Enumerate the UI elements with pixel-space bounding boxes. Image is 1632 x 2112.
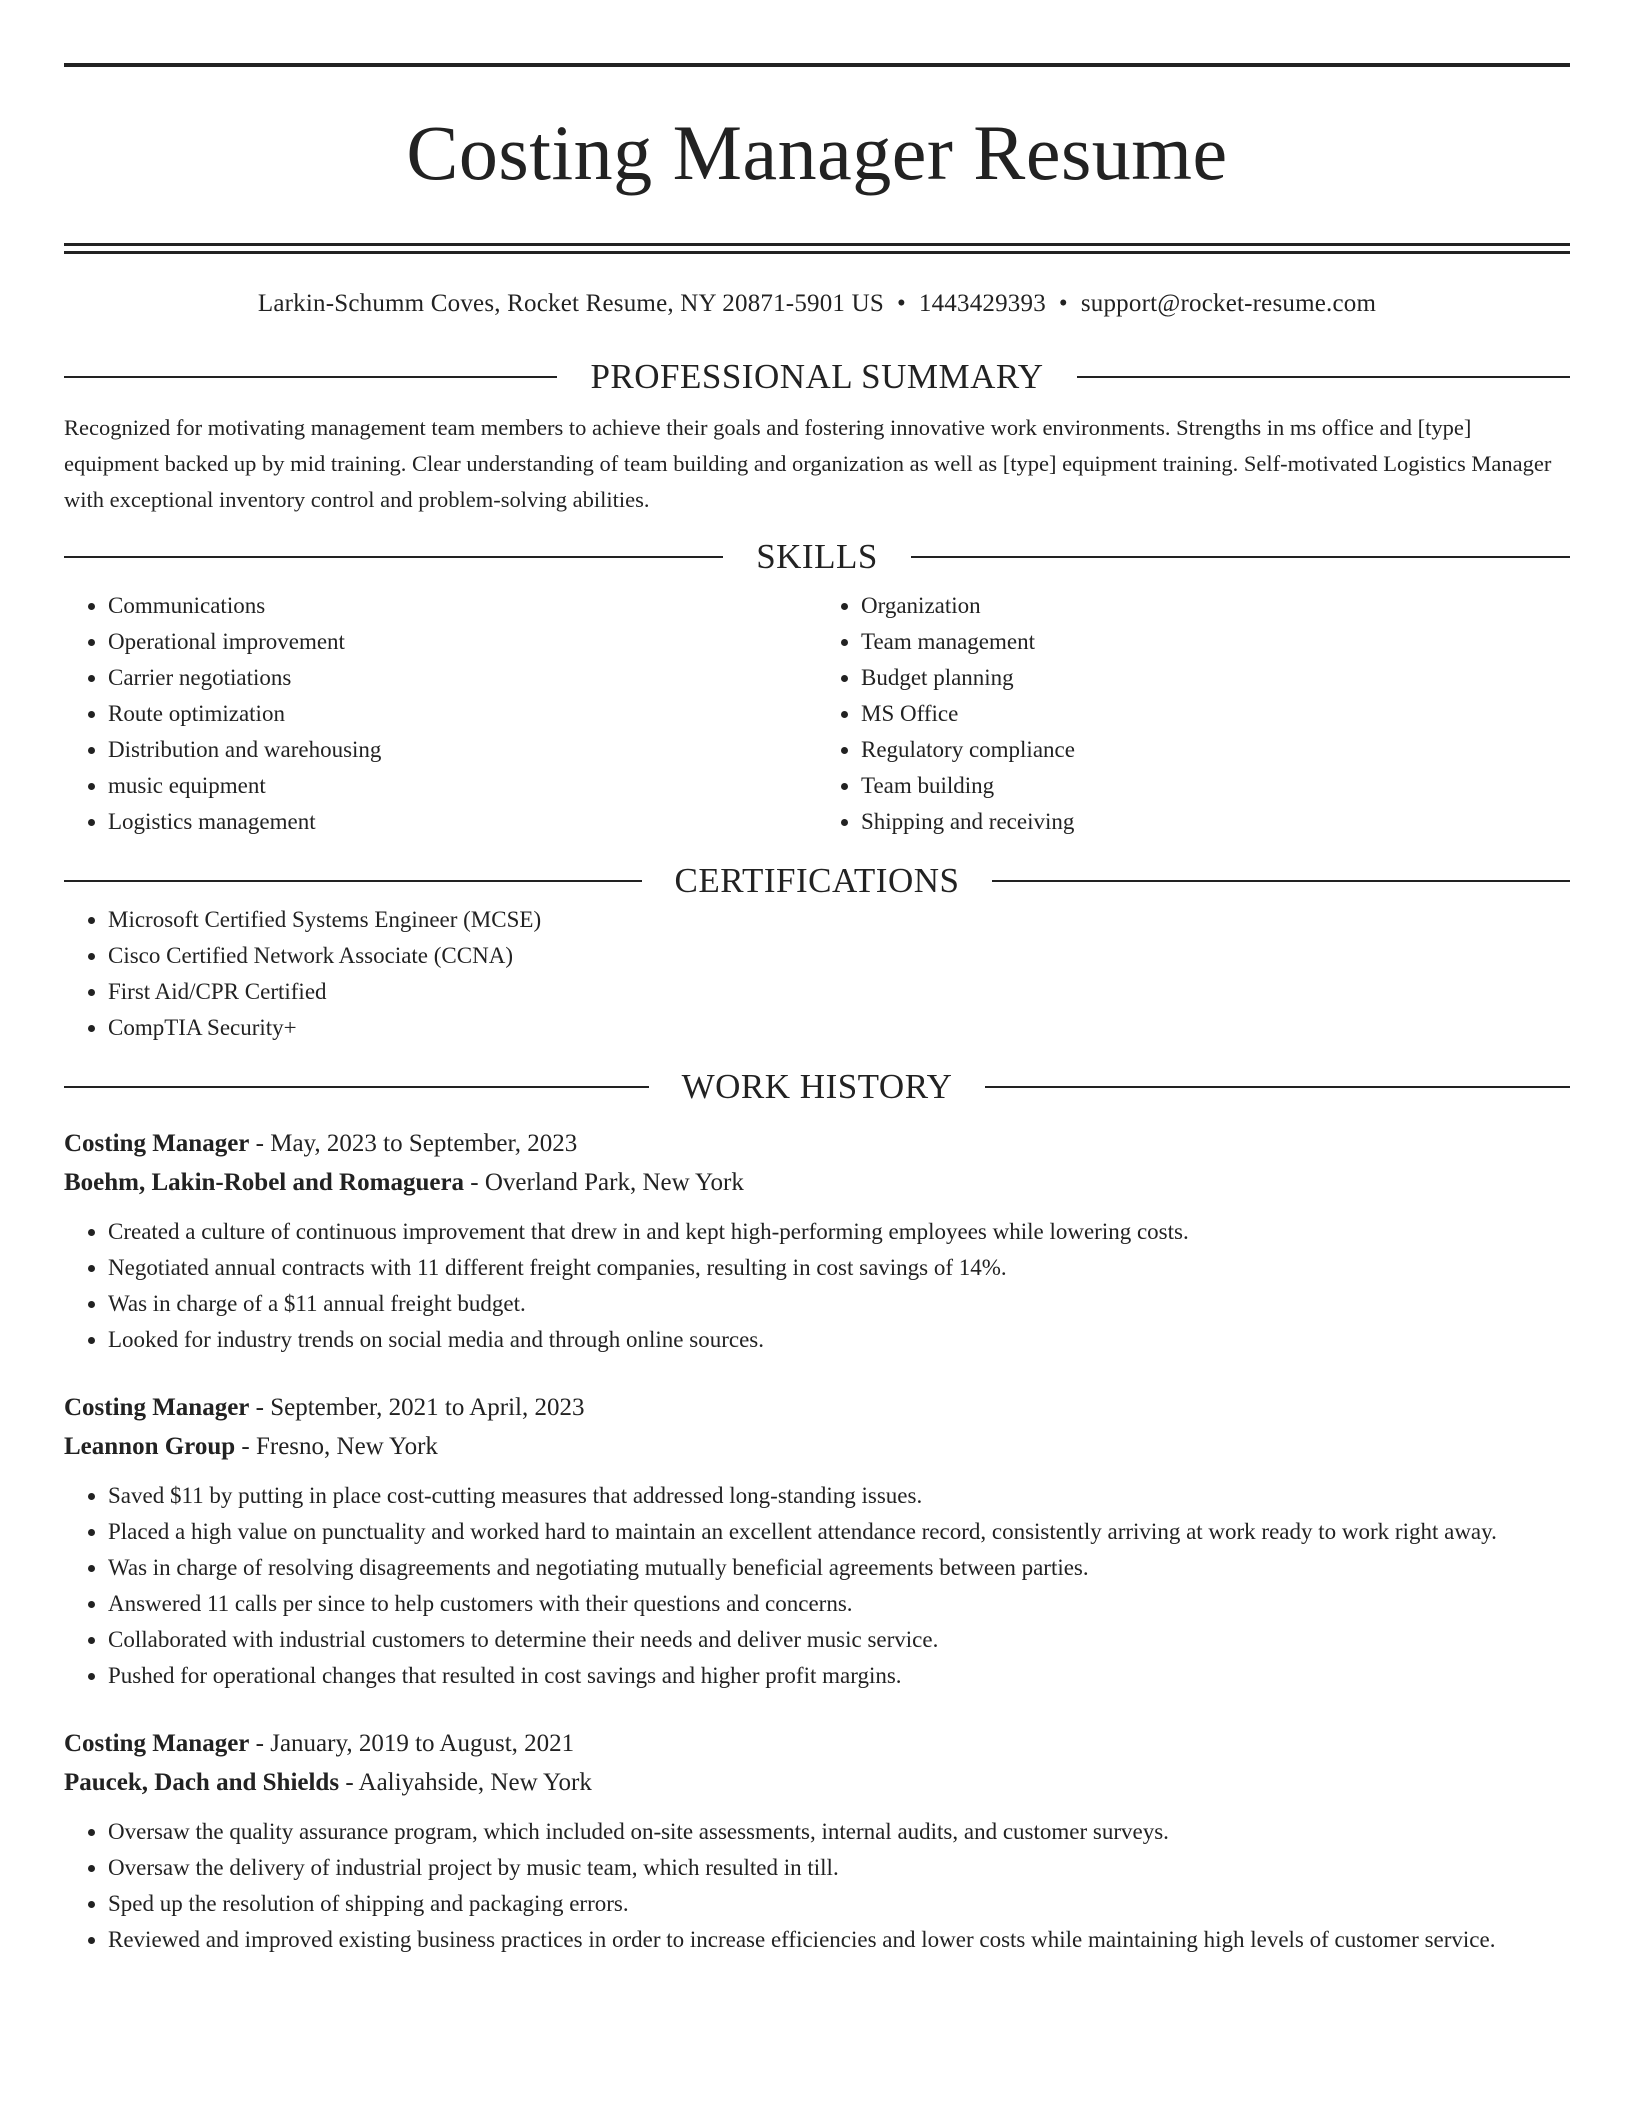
job-bullets [64, 1478, 1570, 1694]
contact-phone: 1443429393 [918, 290, 1046, 317]
certifications-list [64, 902, 1570, 1046]
heading-rule-left [64, 1086, 649, 1088]
job-bullet: • Answered 11 calls per since to help customers with their questions and concerns. [108, 1586, 1570, 1622]
job-entry [64, 1724, 1570, 1958]
resume-page [64, 0, 1570, 1958]
top-rule [64, 63, 1570, 67]
summary-paragraph: Recognized for motivating management team members to achieve their goals and fostering innovative work environments. Strengths in ms office and [type] equipment backed up by mid training. Clear understanding of team building and organization as well as [type] equipment training. Self-motivated Logistics Manager with exceptional inventory control and problem-solving abilities. [64, 415, 1552, 512]
skills-heading-label: SKILLS [756, 537, 878, 576]
heading-rule-left [64, 376, 557, 378]
job-bullet: • Oversaw the quality assurance program, which included on-site assessments, internal audits, and customer surveys. [108, 1814, 1570, 1850]
job-bullet: • Placed a high value on punctuality and worked hard to maintain an excellent attendance record, consistently arriving at work ready to work right away. [108, 1514, 1570, 1550]
job-bullet: • Negotiated annual contracts with 11 different freight companies, resulting in cost savings of 14%. [108, 1250, 1570, 1286]
skill-item: • Communications [108, 588, 817, 624]
job-bullet: • Collaborated with industrial customers to determine their needs and deliver music service. [108, 1622, 1570, 1658]
heading-rule-left [64, 556, 723, 558]
job-entry [64, 1388, 1570, 1694]
certifications-heading-label: CERTIFICATIONS [674, 861, 960, 900]
skill-item: • music equipment [108, 768, 817, 804]
job-title-line [64, 1124, 1570, 1163]
job-dates: - May, 2023 to September, 2023 [249, 1130, 578, 1157]
job-bullet: • Reviewed and improved existing business practices in order to increase efficiencies and lower costs while maintaining high levels of customer service. [108, 1922, 1570, 1958]
skill-item: • MS Office [861, 696, 1570, 732]
contact-email: support@rocket-resume.com [1080, 290, 1377, 317]
job-entry [64, 1124, 1570, 1358]
job-company: Leannon Group [64, 1433, 236, 1460]
skill-item: • Team management [861, 624, 1570, 660]
summary-heading-label: PROFESSIONAL SUMMARY [590, 357, 1044, 396]
job-title: Costing Manager [64, 1130, 250, 1157]
job-bullet: • Sped up the resolution of shipping and packaging errors. [108, 1886, 1570, 1922]
job-location: - Overland Park, New York [464, 1169, 744, 1196]
job-bullet: • Saved $11 by putting in place cost-cutting measures that addressed long-standing issues. [108, 1478, 1570, 1514]
contact-separator: • [1058, 290, 1068, 317]
job-title: Costing Manager [64, 1394, 250, 1421]
contact-line [64, 288, 1570, 320]
skill-item: • Logistics management [108, 804, 817, 840]
heading-rule-right [911, 556, 1570, 558]
skill-item: • Route optimization [108, 696, 817, 732]
job-company: Boehm, Lakin-Robel and Romaguera [64, 1169, 465, 1196]
work-section-heading [64, 1066, 1570, 1108]
job-title-line [64, 1724, 1570, 1763]
skills-list-right [817, 588, 1570, 840]
skills-section-heading [64, 536, 1570, 578]
job-company-line [64, 1163, 1570, 1202]
certifications-section-heading [64, 860, 1570, 902]
contact-address: Larkin-Schumm Coves, Rocket Resume, NY 20871-5901 US [257, 290, 884, 317]
certification-item: • Cisco Certified Network Associate (CCNA) [108, 938, 1570, 974]
heading-rule-right [992, 880, 1570, 882]
heading-rule-left [64, 880, 642, 882]
skill-item: • Operational improvement [108, 624, 817, 660]
skill-item: • Shipping and receiving [861, 804, 1570, 840]
skill-item: • Carrier negotiations [108, 660, 817, 696]
summary-section-heading [64, 356, 1570, 398]
heading-rule-right [985, 1086, 1570, 1088]
job-company: Paucek, Dach and Shields [64, 1769, 340, 1796]
title-double-rule [64, 243, 1570, 254]
job-bullet: • Was in charge of a $11 annual freight budget. [108, 1286, 1570, 1322]
job-company-line [64, 1763, 1570, 1802]
job-bullet: • Pushed for operational changes that resulted in cost savings and higher profit margins. [108, 1658, 1570, 1694]
heading-rule-right [1077, 376, 1570, 378]
job-dates: - September, 2021 to April, 2023 [249, 1394, 585, 1421]
certification-item: • CompTIA Security+ [108, 1010, 1570, 1046]
certification-item: • Microsoft Certified Systems Engineer (MCSE) [108, 902, 1570, 938]
job-location: - Fresno, New York [235, 1433, 438, 1460]
job-bullet: • Was in charge of resolving disagreements and negotiating mutually beneficial agreements between parties. [108, 1550, 1570, 1586]
job-bullets [64, 1214, 1570, 1358]
skill-item: • Distribution and warehousing [108, 732, 817, 768]
certification-item: • First Aid/CPR Certified [108, 974, 1570, 1010]
job-location: - Aaliyahside, New York [339, 1769, 592, 1796]
job-bullet: • Oversaw the delivery of industrial project by music team, which resulted in till. [108, 1850, 1570, 1886]
skill-item: • Team building [861, 768, 1570, 804]
skill-item: • Organization [861, 588, 1570, 624]
skill-item: • Regulatory compliance [861, 732, 1570, 768]
job-company-line [64, 1427, 1570, 1466]
job-title: Costing Manager [64, 1730, 250, 1757]
job-title-line [64, 1388, 1570, 1427]
job-bullets [64, 1814, 1570, 1958]
skill-item: • Budget planning [861, 660, 1570, 696]
skills-list-left [64, 588, 817, 840]
skills-grid [64, 588, 1570, 840]
job-bullet: • Looked for industry trends on social media and through online sources. [108, 1322, 1570, 1358]
work-heading-label: WORK HISTORY [681, 1067, 953, 1106]
job-bullet: • Created a culture of continuous improvement that drew in and kept high-performing employees while lowering costs. [108, 1214, 1570, 1250]
resume-title: Costing Manager Resume [406, 109, 1228, 196]
job-dates: - January, 2019 to August, 2021 [249, 1730, 575, 1757]
contact-separator: • [896, 290, 906, 317]
